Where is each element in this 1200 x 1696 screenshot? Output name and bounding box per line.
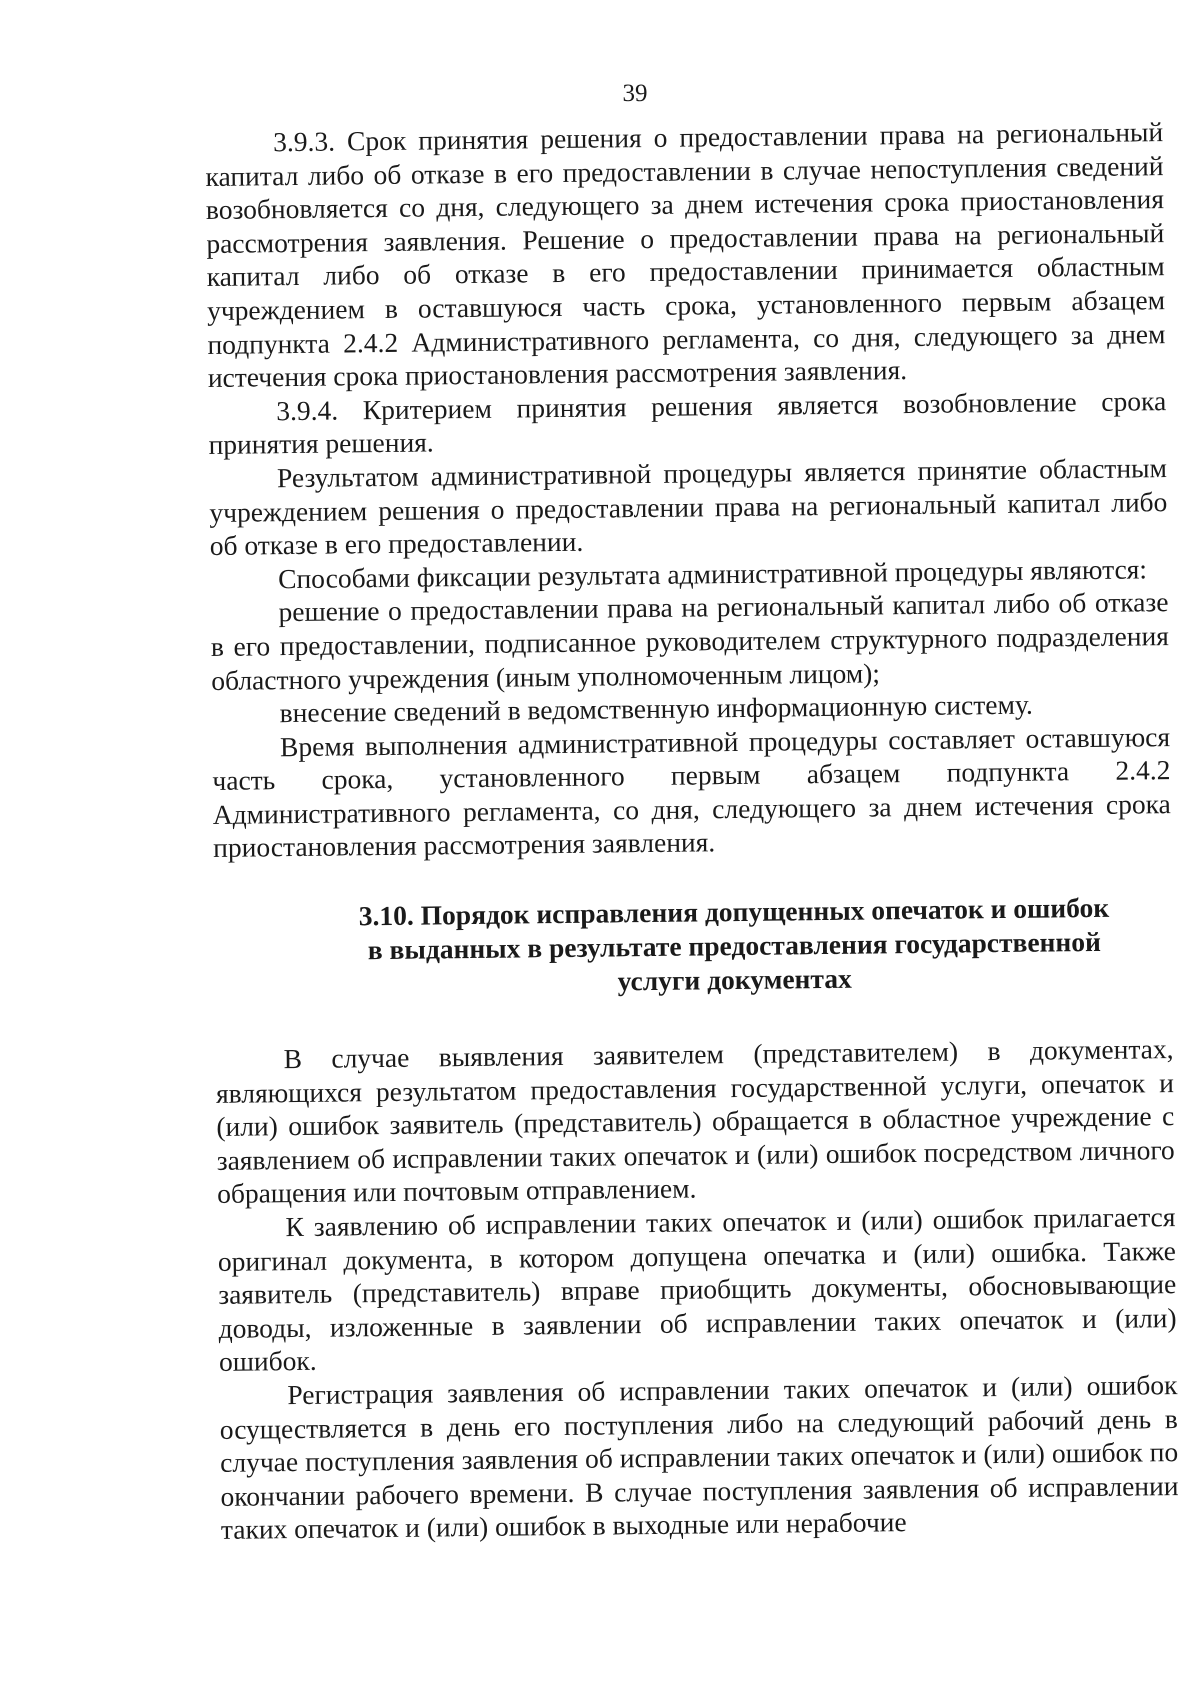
heading-line-3: услуги документах [617, 962, 852, 997]
document-body [205, 115, 1179, 1547]
paragraph-error-detection: В случае выявления заявителем (представителем) в документах, являющихся результатом предоставления государственной услуги, опечаток и (или) ошибок заявитель (представитель) обращается в областное учреждение с заявлением об исправлении таких опечаток и (или) ошибок посредством личного обращения или почтовым отправлением. [215, 1033, 1175, 1210]
heading-line-2: в выданных в результате предоставления государственной [367, 925, 1102, 966]
paragraph-execution-time: Время выполнения административной процедуры составляет оставшуюся часть срока, установленного первым абзацем подпункта 2.4.2 Административного регламента, со дня, следующего за днем истечения срока приостановления рассмотрения заявления. [212, 720, 1171, 864]
paragraph-attachment: К заявлению об исправлении таких опечаток и (или) ошибок прилагается оригинал документа, в котором допущена опечатка и (или) ошибка. Также заявитель (представитель) вправе приобщить документы, обосновывающие доводы, изложенные в заявлении об исправлении таких опечаток и (или) ошибок. [217, 1201, 1177, 1378]
heading-line-1: 3.10. Порядок исправления допущенных опечаток и ошибок [358, 891, 1110, 932]
section-heading-3-10 [214, 890, 1173, 1003]
paragraph-registration: Регистрация заявления об исправлении таких опечаток и (или) ошибок осуществляется в день его поступления либо на следующий рабочий день в случае поступления заявления об исправлении таких опечаток и (или) ошибок по окончании рабочего времени. В случае поступления заявления об исправлении таких опечаток и (или) ошибок в выходные или нерабочие [219, 1369, 1179, 1546]
paragraph-result: Результатом административной процедуры является принятие областным учреждением решения о предоставлении права на региональный капитал либо об отказе в его предоставлении. [209, 452, 1168, 562]
paragraph-fixation-methods: Способами фиксации результата административной процедуры являются: [277, 553, 1148, 594]
page-number: 39 [622, 80, 648, 107]
paragraph-info-system: внесение сведений в ведомственную информационную систему. [279, 688, 1033, 729]
paragraph-3-9-3: 3.9.3. Срок принятия решения о предоставлении права на региональный капитал либо об отказе в его предоставлении в случае непоступления сведений возобновляется со дня, следующего за днем истечения срока приостановления рассмотрения заявления. Решение о предоставлении права на региональный капитал либо об отказе в его предоставлении принимается областным учреждением в оставшуюся часть срока, установленного первым абзацем подпункта 2.4.2 Административного регламента, со дня, следующего за днем истечения срока приостановления рассмотрения заявления. [205, 116, 1166, 394]
paragraph-decision: решение о предоставлении права на региональный капитал либо об отказе в его предоставлении, подписанное руководителем структурного подразделения областного учреждения (иным уполномоченным лицом); [210, 586, 1170, 696]
paragraph-3-9-4: 3.9.4. Критерием принятия решения является возобновление срока принятия решения. [208, 384, 1167, 461]
